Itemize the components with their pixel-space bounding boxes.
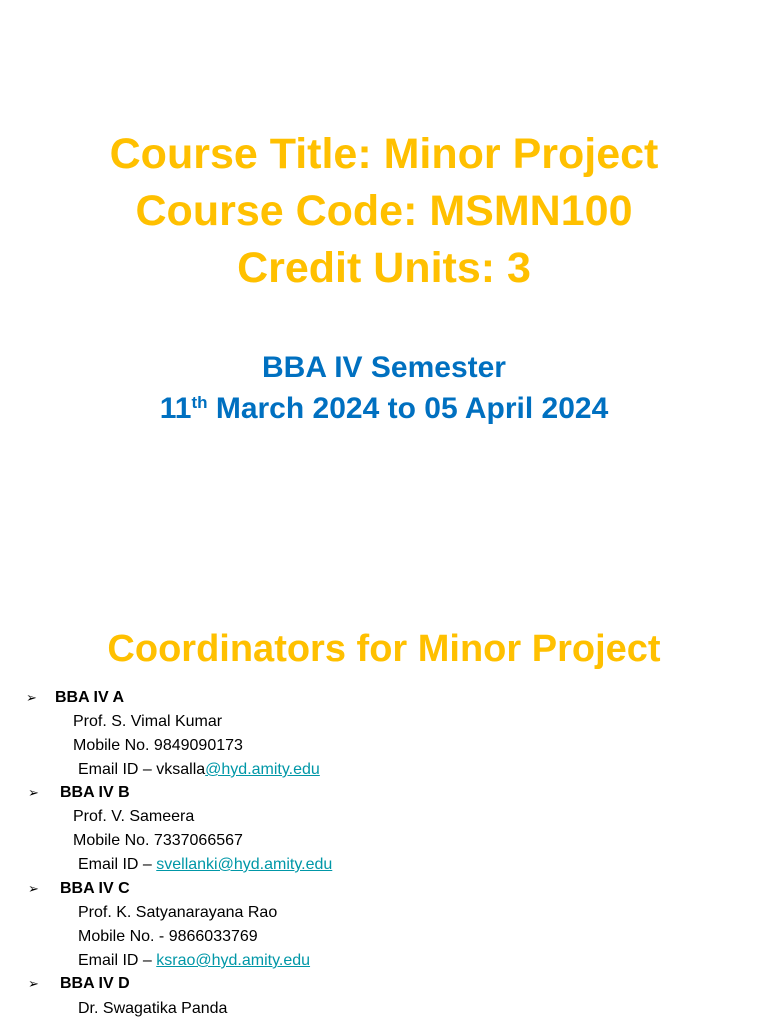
coordinator-name-c: Prof. K. Satyanarayana Rao bbox=[78, 904, 278, 921]
bullet-arrow-icon: ➢ bbox=[28, 881, 39, 896]
bullet-arrow-icon: ➢ bbox=[26, 690, 37, 705]
coordinator-email-b bbox=[78, 855, 332, 875]
coordinator-email-a bbox=[78, 760, 320, 780]
bullet-arrow-icon: ➢ bbox=[28, 976, 39, 991]
credit-units: Credit Units: 3 bbox=[237, 244, 531, 292]
program-semester: BBA IV Semester bbox=[262, 351, 506, 384]
email-link-c[interactable]: ksrao@hyd.amity.edu bbox=[156, 952, 311, 969]
section-label-d: BBA IV D bbox=[60, 975, 130, 992]
section-label-b: BBA IV B bbox=[60, 784, 130, 801]
coordinator-email-c bbox=[78, 951, 310, 971]
bullet-arrow-icon: ➢ bbox=[28, 785, 39, 800]
date-day: 11 bbox=[159, 392, 192, 425]
course-code: Course Code: MSMN100 bbox=[135, 187, 633, 235]
date-ordinal: th bbox=[191, 393, 208, 412]
email-prefix-c: Email ID – bbox=[78, 952, 157, 969]
section-label-a: BBA IV A bbox=[55, 689, 125, 706]
coordinator-mobile-b: Mobile No. 7337066567 bbox=[73, 832, 243, 849]
course-dates bbox=[0, 389, 768, 429]
email-link-a[interactable]: @hyd.amity.edu bbox=[205, 761, 320, 778]
coordinator-name-b: Prof. V. Sameera bbox=[73, 808, 195, 825]
coordinator-name-d: Dr. Swagatika Panda bbox=[78, 1000, 228, 1017]
email-prefix-a: Email ID – vksalla bbox=[78, 761, 206, 778]
email-link-b[interactable]: svellanki@hyd.amity.edu bbox=[156, 856, 333, 873]
coordinators-heading: Coordinators for Minor Project bbox=[107, 628, 661, 670]
coordinator-name-a: Prof. S. Vimal Kumar bbox=[73, 713, 223, 730]
course-title: Course Title: Minor Project bbox=[109, 130, 659, 178]
section-label-c: BBA IV C bbox=[60, 880, 130, 897]
date-range: March 2024 to 05 April 2024 bbox=[207, 392, 609, 425]
email-prefix-b: Email ID – bbox=[78, 856, 157, 873]
coordinator-mobile-a: Mobile No. 9849090173 bbox=[73, 737, 243, 754]
coordinator-mobile-c: Mobile No. - 9866033769 bbox=[78, 928, 258, 945]
